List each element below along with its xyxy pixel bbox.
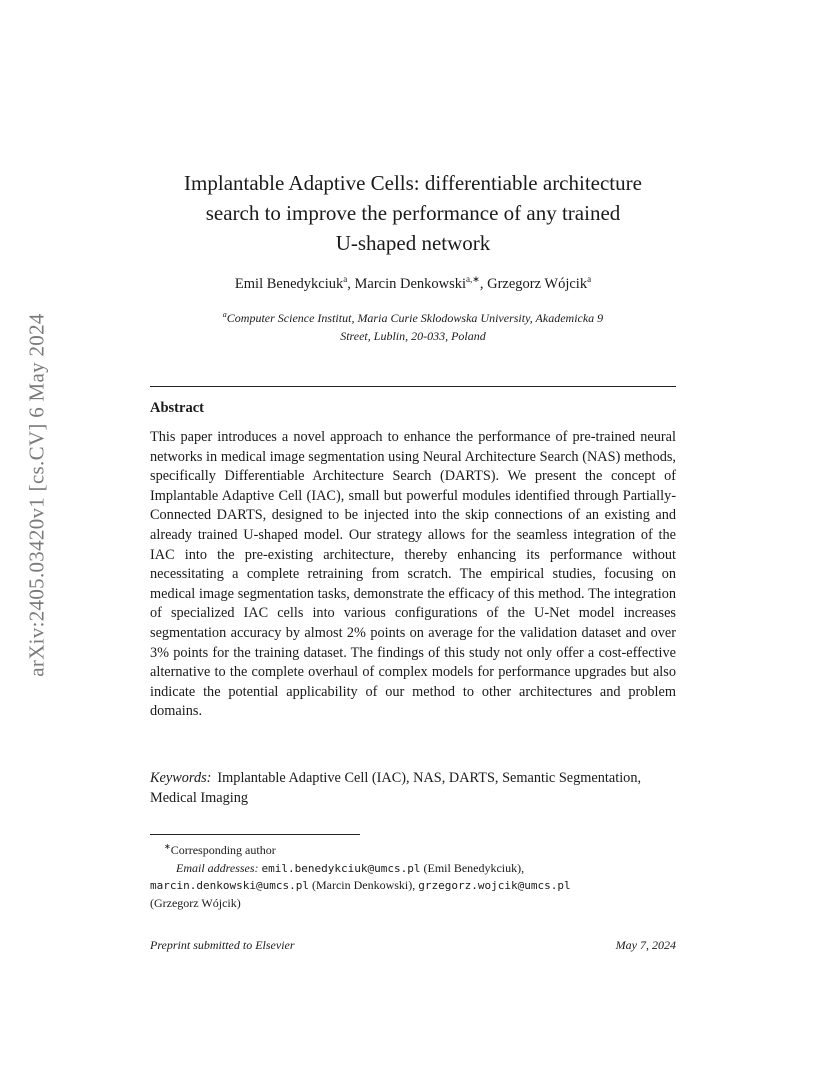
footnote [150,838,676,912]
author-name: Marcin Denkowski [354,275,467,292]
footnote-rule [150,834,360,835]
title-line-3: U-shaped network [335,231,491,255]
title-line-2: search to improve the performance of any trained [205,201,621,225]
keywords-label: Keywords: [150,770,212,786]
corresponding-author-note [150,838,676,860]
email-link-2[interactable]: marcin.denkowski@umcs.pl [150,879,309,892]
email-owner-3: (Grzegorz Wójcik) [150,895,241,910]
abstract-heading: Abstract [150,400,204,416]
author-affiliation-mark: a,∗ [466,274,480,284]
affiliation-line-2: Street, Lublin, 20-033, Poland [340,329,486,343]
author-affiliation-mark: a [587,274,592,284]
author-separator: , [479,275,488,292]
corresponding-author-text: Corresponding author [170,843,276,857]
email-label: Email addresses: [176,860,259,875]
email-addresses [150,860,676,913]
affiliation [170,306,656,345]
footnote-mark: ∗ [164,842,171,851]
email-link-3[interactable]: grzegorz.wojcik@umcs.pl [418,879,571,892]
author-affiliation-mark: a [343,274,348,284]
affiliation-line-1: Computer Science Institut, Maria Curie Sklodowska University, Akademicka 9 [226,311,604,325]
author-name: Grzegorz Wójcik [487,275,588,292]
keywords [150,769,676,808]
footer-preprint-note: Preprint submitted to Elsevier [150,938,295,952]
paper-title [150,168,676,258]
email-link-1[interactable]: emil.benedykciuk@umcs.pl [261,861,421,875]
abstract-top-rule [150,386,676,387]
email-owner-2: (Marcin Denkowski), [308,878,419,892]
affiliation-mark: a [222,310,227,319]
title-line-1: Implantable Adaptive Cells: differentiable architecture [184,171,642,195]
author-name: Emil Benedykciuk [234,275,344,292]
abstract-body: This paper introduces a novel approach to enhance the performance of pre-trained neural networks in medical image segmentation using Neural Architecture Search (NAS) methods, specifically Differentiable Architecture Search (DARTS). We present the concept of Implantable Adaptive Cell (IAC), small but powerful modules identified through Partially-Connected DARTS, designed to be injected into the skip connections of an existing and already trained U-shaped model. Our strategy allows for the seamless integration of the IAC into the pre-existing architecture, thereby enhancing its performance without necessitating a complete retraining from scratch. The empirical studies, focusing on medical image segmentation tasks, demonstrate the efficacy of this method. The integration of specialized IAC cells into various configurations of the U-Net model increases segmentation accuracy by almost 2% points on average for the validation dataset and over 3% points for the training dataset. The findings of this study not only offer a cost-effective alternative to the complete overhaul of complex models for performance upgrades but also indicate the potential applicability of our method to other architectures and problem domains. [150,429,676,720]
author-separator: , [347,275,355,292]
author-list [150,274,676,293]
footer-date: May 7, 2024 [615,938,676,952]
email-owner-1: (Emil Benedykciuk), [420,860,525,875]
arxiv-side-stamp [22,260,52,730]
arxiv-identifier: arXiv:2405.03420v1 [cs.CV] 6 May 2024 [24,313,49,677]
keywords-text: Implantable Adaptive Cell (IAC), NAS, DARTS, Semantic Segmentation, Medical Imaging [150,770,642,806]
